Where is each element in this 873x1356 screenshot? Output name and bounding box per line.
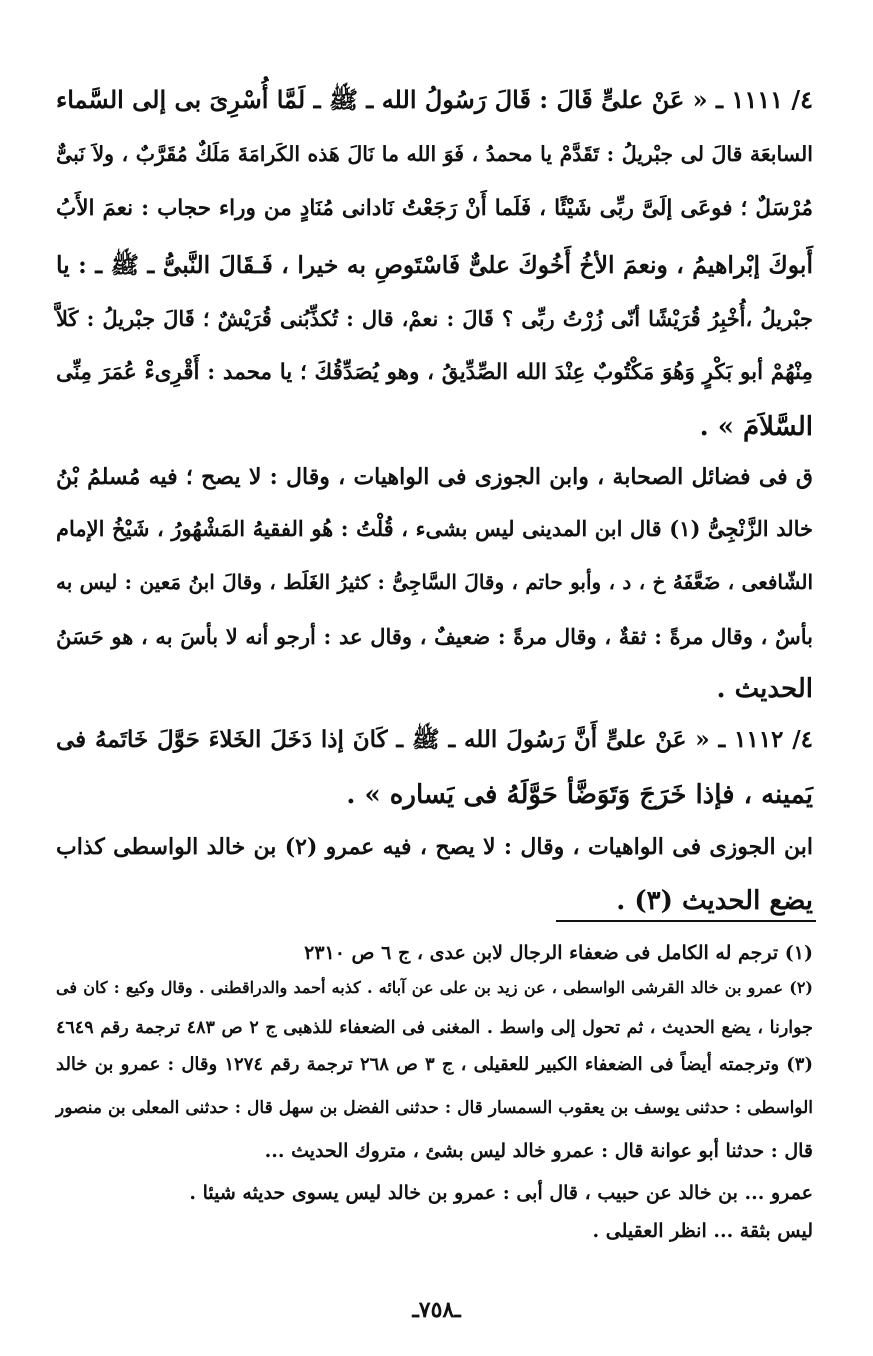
footnote-3-line-3: قال : حدثنا أبو عوانة قال : عمرو خالد ليس بشئ ، متروك الحديث ... bbox=[264, 1140, 813, 1162]
commentary-1112-line-2: يضع الحديث (٣) . bbox=[616, 886, 813, 916]
commentary-1111-line-1: ق فى فضائل الصحابة ، وابن الجوزى فى الواهيات ، وقال : لا يصح ؛ فيه مُسلمُ بْنُ bbox=[56, 464, 813, 490]
footnote-3-line-4: عمرو ... بن خالد عن حبيب ، قال أبى : عمرو بن خالد ليس يسوى حديثه شيئا . bbox=[189, 1182, 813, 1204]
commentary-1111-line-4: بأسٌ ، وقال مرةً : ثقةٌ ، وقال مرةً : ضعيفٌ ، وقال عد : أرجو أنه لا بأسَ به ، هو حَسَنُ bbox=[56, 624, 813, 649]
hadith-1112-line-2: يَمينه ، فإذا خَرَجَ وَتَوَضَّأ حَوَّلَهُ فى يَساره » . bbox=[346, 780, 813, 810]
hadith-1111-line-1: ٤/ ١١١١ ـ « عَنْ علىٍّ قَالَ : قَالَ رَسُولُ الله ـ ﷺ ـ لَمَّا أُسْرِىَ بى إلى السَّماء bbox=[55, 85, 813, 114]
commentary-1111-line-3: الشّافعى ، ضَعَّفَهُ خ ، د ، وأبو حاتم ، وقالَ السَّاجِىُّ : كثيرُ الغَلَط ، وقالَ ابنُ مَعين : ليس به bbox=[56, 570, 813, 594]
hadith-1111-line-4: أَبوكَ إبْراهيمُ ، ونعمَ الأخُ أَخُوكَ علىٌّ فَاسْتَوصِ به خيرا ، فَـقَالَ النَّبىُّ ـ ﷺ ـ : يا bbox=[56, 251, 813, 279]
footnote-3-line-1: (٣) وترجمته أيضاً فى الضعفاء الكبير للعقيلى ، ج ٣ ص ٢٦٨ ترجمة رقم ١٢٧٤ وقال : عمرو بن خالد bbox=[56, 1054, 813, 1075]
hadith-1111-line-2: السابعَة قالَ لى جبْريلُ : تَقَدَّمْ يا محمدُ ، فَوَ الله ما نَالَ هَذه الكَرامَةَ مَلَكٌ مُقَرَّبٌ ، ولاَ نَبىٌّ bbox=[56, 142, 813, 166]
hadith-1112-line-1: ٤/ ١١١٢ ـ « عَنْ علىٍّ أَنَّ رَسُولَ الله ـ ﷺ ـ كَانَ إذا دَخَلَ الخَلاءَ حَوَّلَ خَاتَمهُ فى bbox=[56, 726, 813, 753]
footnote-2-line-1: (٢) عمرو بن خالد القرشى الواسطى ، عن زيد بن على عن آبائه . كذبه أحمد والدراقطنى . وقال وكيع : كان فى bbox=[56, 978, 813, 997]
footnote-2-line-2: جوارنا ، يضع الحديث ، ثم تحول إلى واسط . المغنى فى الضعفاء للذهبى ج ٢ ص ٤٨٣ ترجمة رقم ٤٦٤٩ bbox=[56, 1018, 813, 1038]
footnote-separator bbox=[556, 920, 816, 922]
hadith-1111-line-6: مِنْهُمْ أبو بَكْرٍ وَهُوَ مَكْتُوبٌ عِنْدَ الله الصِّدِّيقُ ، وهو يُصَدِّقُكَ ؛ يا محمد : أَقْرِىءْ عُمَرَ مِنِّى bbox=[56, 360, 813, 385]
page-number: ـ٧٥٨ـ bbox=[412, 1297, 461, 1323]
commentary-1111-line-5: الحديث . bbox=[716, 674, 813, 704]
hadith-1111-line-3: مُرْسَلٌ ؛ فوعَى إلَىَّ ربِّى شَيْئًا ، فَلَما أَنْ رَجَعْتُ نَادانى مُنَادٍ من وراء حجاب : نعمَ الأَبُ bbox=[56, 196, 813, 221]
commentary-1111-line-2: خالد الزَّنْجِىُّ (١) قال ابن المدينى ليس بشىء ، قُلْتُ : هُو الفقيهُ المَشْهُورُ ، شَيْخُ الإمام bbox=[56, 516, 813, 541]
hadith-1111-line-5: جبْريلُ ،أُخْبِرُ قُرَيْشًا أنّى زُرْتُ ربِّى ؟ قَالَ : نعمْ، قال : تُكذِّبُنى قُرَيْشٌ ؛ قَالَ جبْريلُ : كَلاَّ bbox=[56, 306, 813, 331]
footnote-1: (١) ترجم له الكامل فى ضعفاء الرجال لابن عدى ، ج ٦ ص ٢٣١٠ bbox=[304, 942, 813, 964]
commentary-1112-line-1: ابن الجوزى فى الواهيات ، وقال : لا يصح ، فيه عمرو (٢) بن خالد الواسطى كذاب bbox=[56, 834, 813, 860]
footnote-3-line-2: الواسطى : حدثنى يوسف بن يعقوب السمسار قال : حدثنى الفضل بن سهل قال : حدثنى المعلى بن منصور bbox=[56, 1098, 813, 1118]
footnote-3-line-5: ليس بثقة ... انظر العقيلى . bbox=[592, 1220, 813, 1242]
hadith-1111-line-7: السَّلاَمَ » . bbox=[699, 412, 813, 442]
